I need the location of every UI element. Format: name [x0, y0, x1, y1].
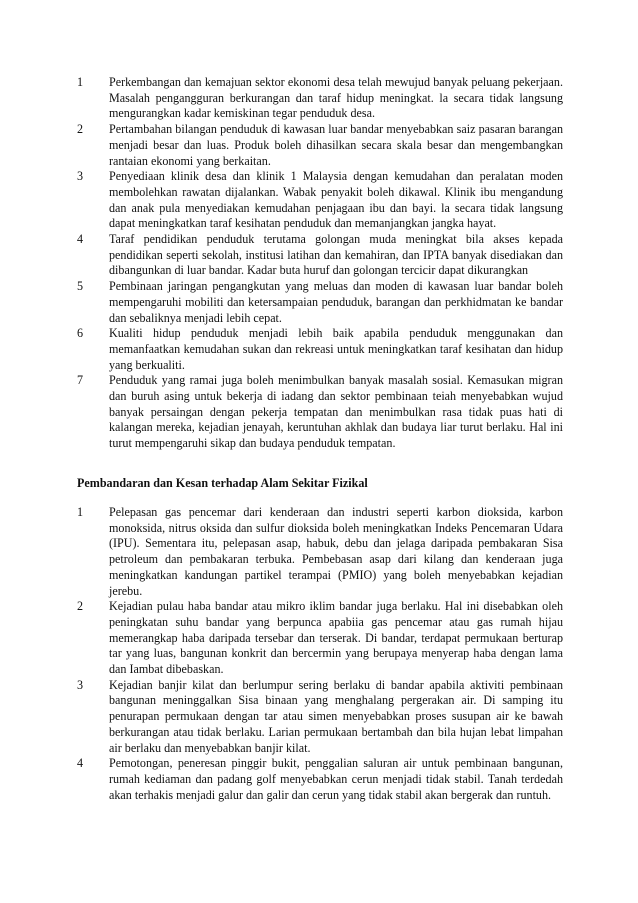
list-item — [77, 678, 563, 757]
list-item — [77, 505, 563, 599]
section-heading: Pembandaran dan Kesan terhadap Alam Sekitar Fizikal — [77, 476, 368, 490]
item-text: Kualiti hidup penduduk menjadi lebih baik apabila penduduk menggunakan dan memanfaatkan kemudahan sukan dan rekreasi untuk meningkatkan taraf kesihatan dan hidup yang berkualiti. — [109, 326, 563, 372]
item-number: 3 — [77, 169, 84, 184]
item-number: 6 — [77, 326, 84, 341]
item-text: Pelepasan gas pencemar dari kenderaan dan industri seperti karbon dioksida, karbon monoksida, nitrus oksida dan sulfur dioksida boleh meningkatkan Indeks Pencemaran Udara (IPU). Sementara itu, pelepasan asap, habuk, debu dan jelaga daripada pembakaran Sisa petroleum dan pembakaran terbuka. Pembebasan asap dari kilang dan kenderaan juga meningkatkan kandungan partikel terampai (PMIO) yang boleh menyebabkan kejadian jerebu. — [109, 505, 563, 598]
item-number: 3 — [77, 677, 84, 692]
list-item — [77, 169, 563, 232]
item-number: 2 — [77, 599, 84, 614]
item-number: 1 — [77, 75, 84, 89]
item-number: 2 — [77, 122, 84, 137]
item-text: Pertambahan bilangan penduduk di kawasan luar bandar menyebabkan saiz pasaran barangan menjadi besar dan luas. Produk boleh dihasilkan secara skala besar dan mengembangkan rantaian ekonomi yang berkaitan. — [109, 122, 563, 168]
list-item — [77, 75, 563, 122]
item-text: Taraf pendidikan penduduk terutama golongan muda meningkat bila akses kepada pendidikan seperti sekolah, institusi latihan dan kemahiran, dan IPTA banyak disediakan dan dibangunkan di luar bandar. Kadar buta huruf dan golongan tercicir dapat dikurangkan — [109, 232, 563, 278]
item-number: 4 — [77, 232, 84, 247]
item-number: 4 — [77, 756, 84, 771]
impact-list — [77, 75, 563, 452]
item-text: Pembinaan jaringan pengangkutan yang meluas dan moden di kawasan luar bandar boleh mempengaruhi mobiliti dan ketersampaian penduduk, barangan dan perkhidmatan ke bandar dan sebaliknya menjadi lebih cepat. — [109, 279, 563, 325]
item-text: Penyediaan klinik desa dan klinik 1 Malaysia dengan kemudahan dan peralatan moden membolehkan rawatan dijalankan. Wabak penyakit boleh dikawal. Klinik ibu mengandung dan anak pula menyediakan kemudahan penjagaan ibu dan bayi. la secara tidak langsung dapat meningkatkan taraf kesihatan penduduk dan memanjangkan jangka hayat. — [109, 169, 563, 231]
item-text: Penduduk yang ramai juga boleh menimbulkan banyak masalah sosial. Kemasukan migran dan buruh asing untuk bekerja di iadang dan sektor pembinaan teiah menyebabkan wujud banyak persaingan dengan pekerja tempatan dan menimbulkan rasa tidak puas hati di kalangan mereka, kejadian jenayah, keruntuhan akhlak dan budaya liar turut berlaku. Hal ini turut mempengaruhi sikap dan budaya penduduk tempatan. — [109, 373, 563, 451]
list-item — [77, 756, 563, 803]
item-text: Kejadian pulau haba bandar atau mikro iklim bandar juga berlaku. Hal ini disebabkan oleh peningkatan suhu bandar yang berpunca apabiia gas pencemar atau gas rumah hijau memerangkap haba daripada tersebar dan terserak. Di bandar, terdapat permukaan berturap tar yang luas, bangunan konkrit dan bercermin yang berupaya menyerap haba dengan lama dan Iambat dibebaskan. — [109, 599, 563, 677]
item-text: Pemotongan, peneresan pinggir bukit, penggalian saluran air untuk pembinaan bangunan, rumah kediaman dan padang golf menyebabkan cerun menjadi tidak stabil. Tanah terdedah akan terhakis menjadi galur dan galir dan cerun yang tidak stabil akan bergerak dan runtuh. — [109, 756, 563, 802]
list-item — [77, 232, 563, 279]
list-item — [77, 326, 563, 373]
list-item — [77, 599, 563, 678]
list-item — [77, 279, 563, 326]
item-number: 7 — [77, 373, 84, 388]
item-text: Perkembangan dan kemajuan sektor ekonomi desa telah mewujud banyak peluang pekerjaan. Masalah pengangguran berkurangan dan taraf hidup meningkat. la secara tidak langsung mengurangkan kadar kemiskinan tegar penduduk desa. — [109, 75, 563, 121]
environment-list — [77, 505, 563, 803]
list-item — [77, 373, 563, 452]
item-number: 5 — [77, 279, 84, 294]
item-text: Kejadian banjir kilat dan berlumpur sering berlaku di bandar apabila aktiviti pembinaan bangunan meninggalkan Sisa binaan yang menghalang pergerakan air. Di samping itu penurapan permukaan dengan tar atau simen menyebabkan proses susupan air ke bawah berkurangan atau tidak berlaku. Larian permukaan bertambah dan bila hujan lebat limpahan air berlaku dan menyebabkan banjir kilat. — [109, 677, 563, 755]
list-item — [77, 122, 563, 169]
item-number: 1 — [77, 505, 84, 519]
